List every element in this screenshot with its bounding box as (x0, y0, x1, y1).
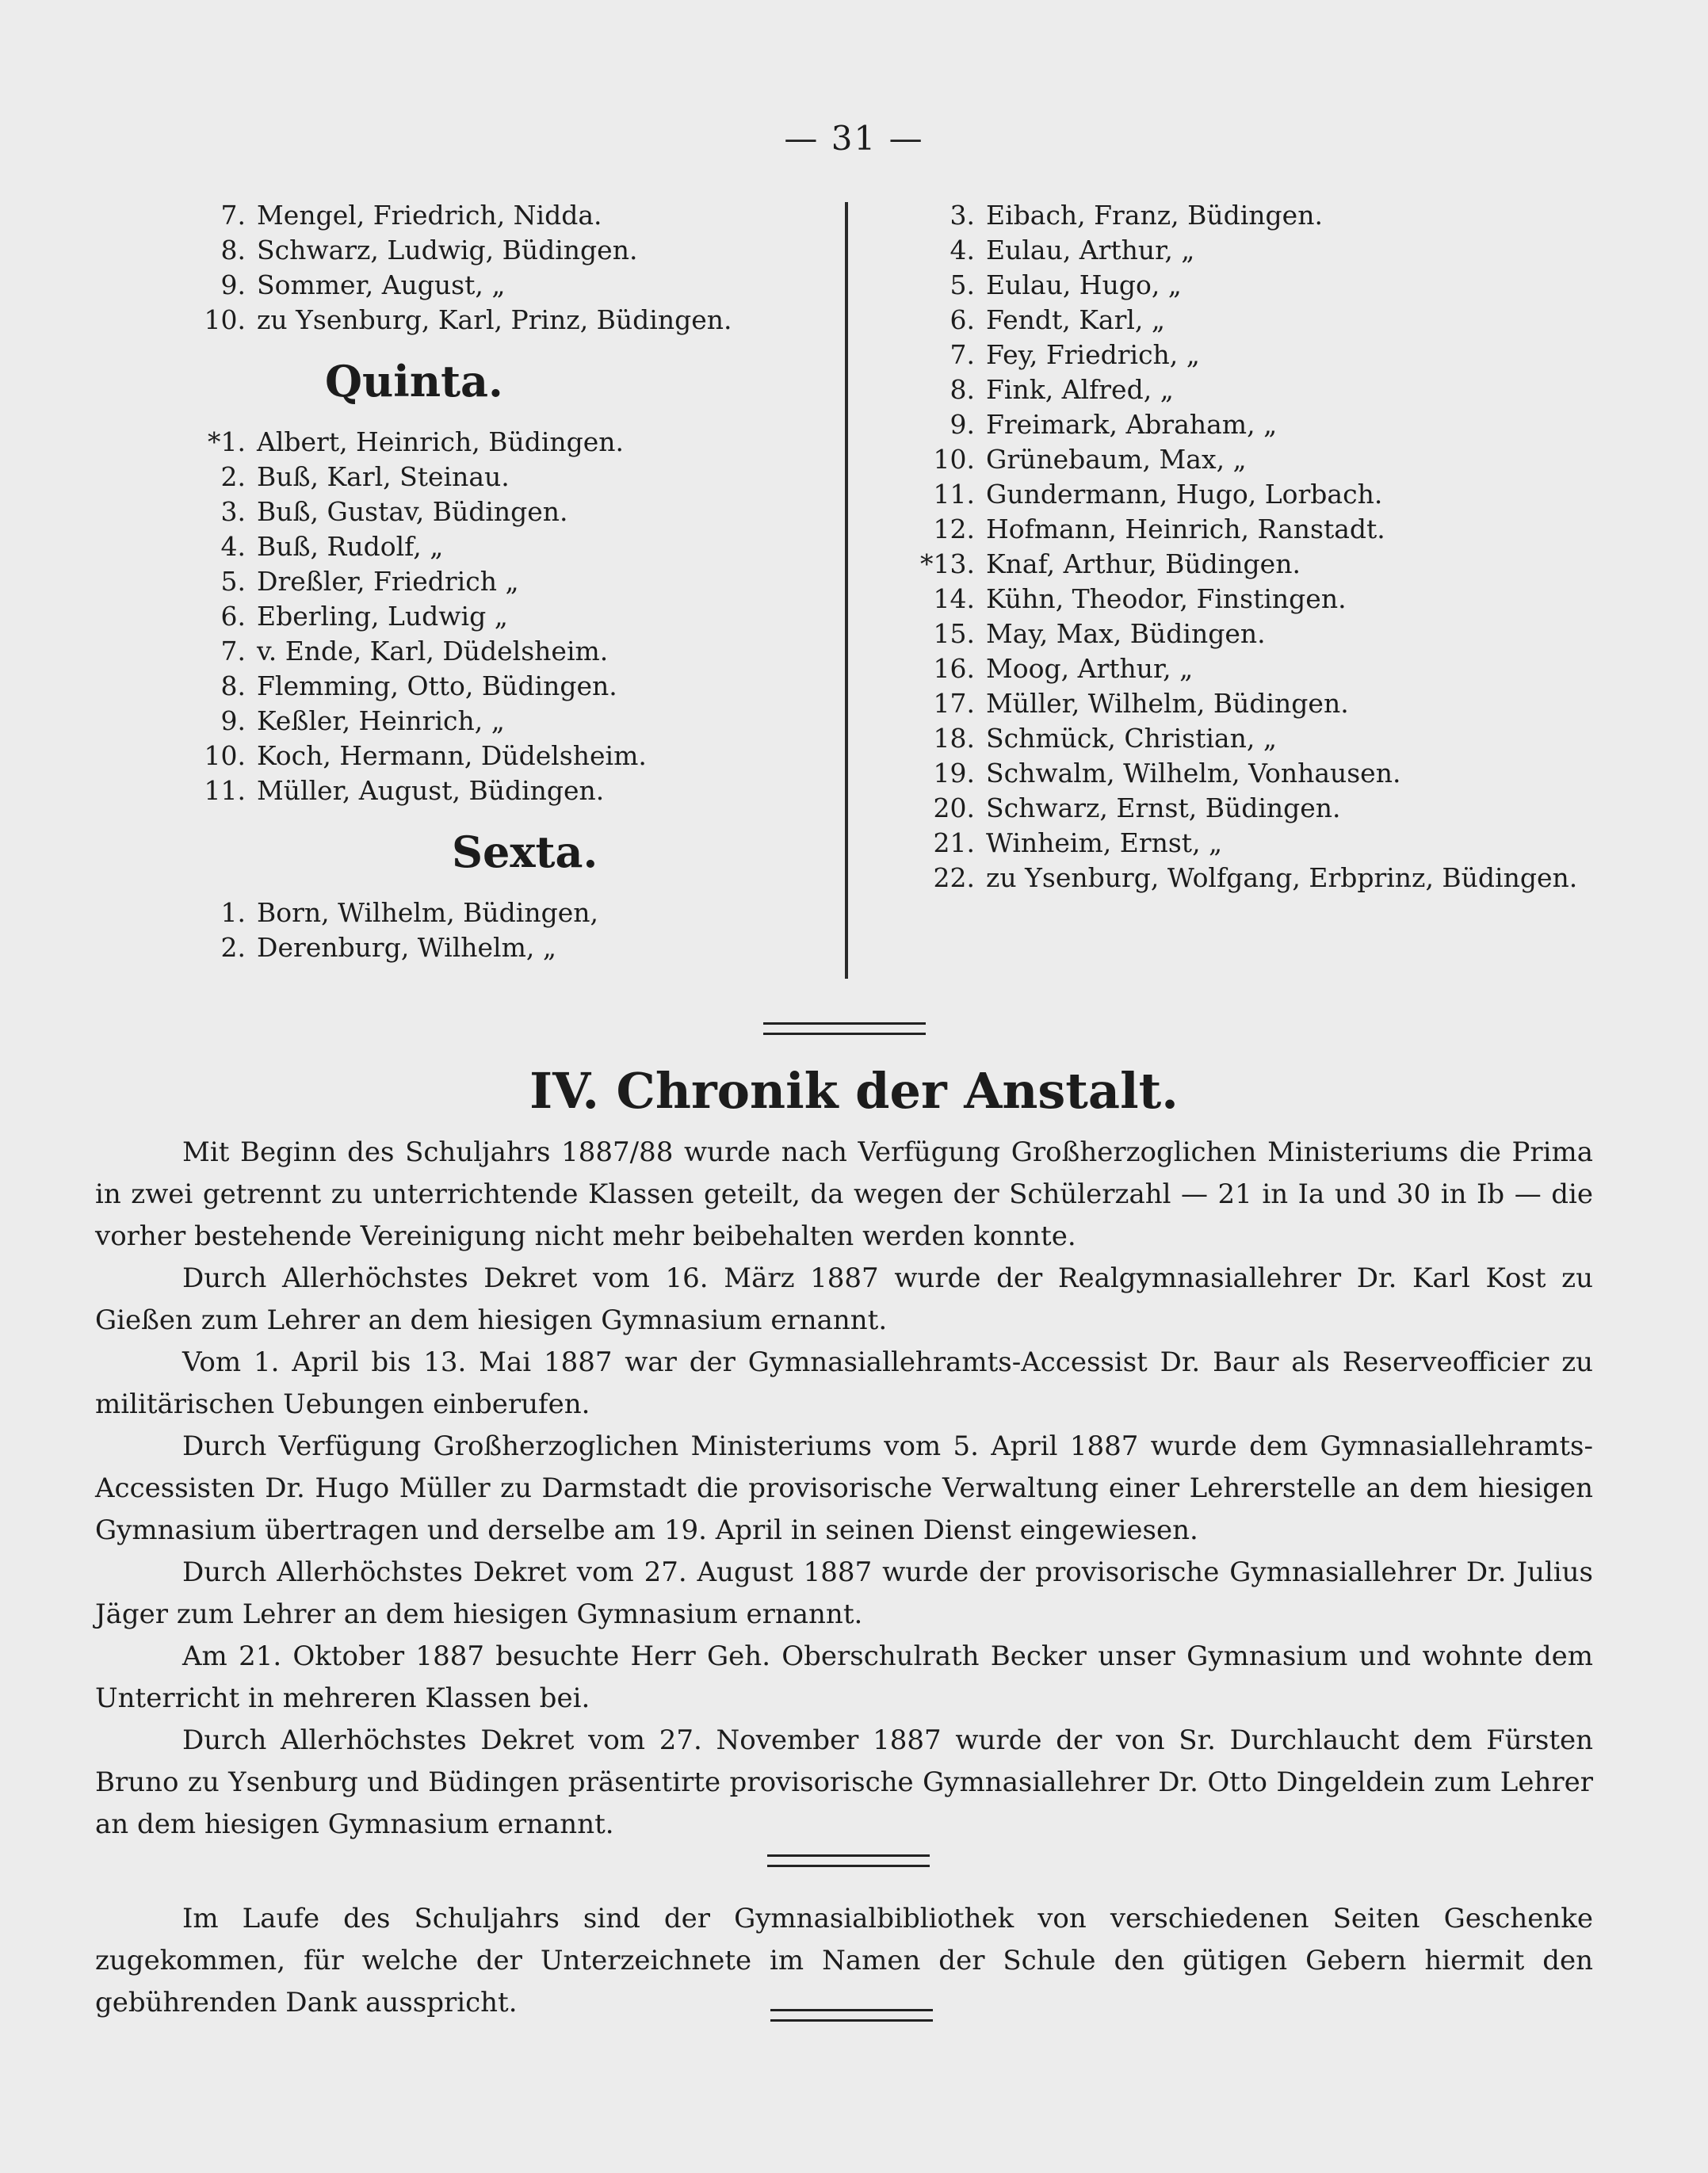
list-item (911, 303, 1625, 338)
section-rule-top (763, 1022, 926, 1035)
chronicle-text (95, 1132, 1593, 1846)
list-item (182, 634, 832, 669)
item-number: 19. (933, 758, 975, 789)
column-divider (845, 202, 848, 979)
list-item (911, 686, 1625, 721)
list-item (182, 739, 832, 773)
item-name: Fendt, Karl, „ (986, 304, 1165, 335)
item-number: 5. (950, 269, 975, 300)
item-number: *13. (920, 548, 975, 579)
list-item (182, 930, 832, 965)
item-name: Derenburg, Wilhelm, „ (257, 932, 556, 963)
item-number: 7. (220, 200, 246, 231)
item-name: Eulau, Arthur, „ (986, 235, 1195, 265)
item-name: Müller, August, Büdingen. (257, 775, 605, 806)
list-item (911, 617, 1625, 651)
right-list (911, 198, 1625, 896)
item-name: Buß, Gustav, Büdingen. (257, 496, 568, 527)
item-number: 10. (933, 444, 975, 475)
item-number: 7. (950, 339, 975, 370)
item-number: 9. (950, 409, 975, 440)
list-item (911, 233, 1625, 268)
list-item (182, 704, 832, 739)
list-item (911, 826, 1625, 861)
item-name: Müller, Wilhelm, Büdingen. (986, 688, 1349, 719)
sexta-list (182, 896, 832, 965)
item-number: 9. (220, 269, 246, 300)
item-number: 12. (933, 514, 975, 544)
list-item (182, 669, 832, 704)
list-item (182, 599, 832, 634)
item-number: 3. (220, 496, 246, 527)
list-item (911, 338, 1625, 372)
quinta-heading: Quinta. (325, 356, 503, 407)
section-rule-bottom (770, 2009, 933, 2022)
section-rule-middle (767, 1854, 930, 1867)
item-name: Schwarz, Ludwig, Büdingen. (257, 235, 638, 265)
item-name: Dreßler, Friedrich „ (257, 566, 519, 597)
item-number: 20. (933, 792, 975, 823)
list-item (911, 547, 1625, 582)
item-name: Eibach, Franz, Büdingen. (986, 200, 1323, 231)
item-number: 3. (950, 200, 975, 231)
item-number: 2. (220, 461, 246, 492)
item-name: Eulau, Hugo, „ (986, 269, 1182, 300)
list-item (182, 425, 832, 460)
list-item (911, 791, 1625, 826)
item-number: 11. (933, 479, 975, 510)
item-number: 8. (220, 670, 246, 701)
left-top-list (182, 198, 832, 338)
item-name: Born, Wilhelm, Büdingen, (257, 897, 599, 928)
item-number: 11. (204, 775, 246, 806)
item-number: 14. (933, 583, 975, 614)
page-number: — 31 — (784, 119, 924, 158)
item-number: 6. (950, 304, 975, 335)
item-name: Fey, Friedrich, „ (986, 339, 1200, 370)
item-number: 10. (204, 740, 246, 771)
item-number: 15. (933, 618, 975, 649)
item-name: Buß, Rudolf, „ (257, 531, 444, 562)
item-number: 8. (950, 374, 975, 405)
list-item (911, 268, 1625, 303)
list-item (182, 303, 832, 338)
item-name: Eberling, Ludwig „ (257, 601, 508, 632)
item-number: 8. (220, 235, 246, 265)
list-item (911, 756, 1625, 791)
item-number: 10. (204, 304, 246, 335)
item-name: Gundermann, Hugo, Lorbach. (986, 479, 1383, 510)
item-name: Schwalm, Wilhelm, Vonhausen. (986, 758, 1401, 789)
paragraph: Durch Allerhöchstes Dekret vom 27. August 1887 wurde der provisorische Gymnasiallehrer Dr. Julius Jäger zum Lehrer an dem hiesigen Gymnasium ernannt. (95, 1556, 1593, 1630)
item-name: Freimark, Abraham, „ (986, 409, 1278, 440)
quinta-list (182, 425, 832, 808)
item-name: Fink, Alfred, „ (986, 374, 1174, 405)
item-name: Grünebaum, Max, „ (986, 444, 1247, 475)
item-name: Schmück, Christian, „ (986, 723, 1277, 754)
paragraph: Durch Allerhöchstes Dekret vom 16. März 1887 wurde der Realgymnasiallehrer Dr. Karl Kost zu Gießen zum Lehrer an dem hiesigen Gymnasium ernannt. (95, 1262, 1593, 1336)
item-name: Kühn, Theodor, Finstingen. (986, 583, 1347, 614)
item-name: v. Ende, Karl, Düdelsheim. (257, 636, 609, 666)
list-item (911, 477, 1625, 512)
item-name: Buß, Karl, Steinau. (257, 461, 510, 492)
paragraph: Vom 1. April bis 13. Mai 1887 war der Gymnasiallehramts-Accessist Dr. Baur als Reserveofficier zu militärischen Uebungen einberufen. (95, 1346, 1593, 1420)
item-name: Mengel, Friedrich, Nidda. (257, 200, 602, 231)
item-number: 6. (220, 601, 246, 632)
list-item (182, 896, 832, 930)
item-number: 2. (220, 932, 246, 963)
list-item (911, 442, 1625, 477)
list-item (182, 460, 832, 495)
item-number: 17. (933, 688, 975, 719)
item-name: zu Ysenburg, Wolfgang, Erbprinz, Büdingen. (986, 862, 1578, 893)
list-item (182, 198, 832, 233)
item-number: 16. (933, 653, 975, 684)
item-name: Schwarz, Ernst, Büdingen. (986, 792, 1341, 823)
item-number: 1. (220, 897, 246, 928)
item-name: Winheim, Ernst, „ (986, 827, 1223, 858)
list-item (911, 861, 1625, 896)
item-number: 4. (950, 235, 975, 265)
item-name: Hofmann, Heinrich, Ranstadt. (986, 514, 1385, 544)
paragraph: Am 21. Oktober 1887 besuchte Herr Geh. Oberschulrath Becker unser Gymnasium und wohnte dem Unterricht in mehreren Klassen bei. (95, 1640, 1593, 1714)
item-number: 9. (220, 705, 246, 736)
item-name: Koch, Hermann, Düdelsheim. (257, 740, 647, 771)
list-item (182, 529, 832, 564)
list-item (911, 582, 1625, 617)
item-name: Keßler, Heinrich, „ (257, 705, 505, 736)
item-name: Moog, Arthur, „ (986, 653, 1194, 684)
item-number: *1. (208, 426, 246, 457)
item-name: Albert, Heinrich, Büdingen. (257, 426, 625, 457)
section-title: IV. Chronik der Anstalt. (529, 1062, 1179, 1120)
list-item (182, 773, 832, 808)
list-item (911, 512, 1625, 547)
item-number: 4. (220, 531, 246, 562)
item-number: 18. (933, 723, 975, 754)
item-number: 22. (933, 862, 975, 893)
list-item (911, 721, 1625, 756)
list-item (182, 233, 832, 268)
list-item (182, 564, 832, 599)
list-item (182, 268, 832, 303)
list-item (182, 495, 832, 529)
list-item (911, 198, 1625, 233)
right-column (911, 198, 1625, 896)
list-item (911, 651, 1625, 686)
sexta-heading: Sexta. (452, 827, 598, 877)
item-name: Knaf, Arthur, Büdingen. (986, 548, 1301, 579)
paragraph: Durch Allerhöchstes Dekret vom 27. November 1887 wurde der von Sr. Durchlaucht dem Fürsten Bruno zu Ysenburg und Büdingen präsentirte provisorische Gymnasiallehrer Dr. Otto Dingeldein zum Lehrer an dem hiesigen Gymnasium ernannt. (95, 1724, 1593, 1840)
paragraph: Mit Beginn des Schuljahrs 1887/88 wurde nach Verfügung Großherzoglichen Ministeriums die Prima in zwei getrennt zu unterrichtende Klassen geteilt, da wegen der Schülerzahl — 21 in Ia und 30 in Ib — die vorher bestehende Vereinigung nicht mehr beibehalten werden konnte. (95, 1136, 1593, 1252)
item-number: 5. (220, 566, 246, 597)
item-name: zu Ysenburg, Karl, Prinz, Büdingen. (257, 304, 732, 335)
item-number: 21. (933, 827, 975, 858)
list-item (911, 372, 1625, 407)
paragraph: Durch Verfügung Großherzoglichen Ministeriums vom 5. April 1887 wurde dem Gymnasiallehramts-Accessisten Dr. Hugo Müller zu Darmstadt die provisorische Verwaltung einer Lehrerstelle an dem hiesigen Gymnasium übertragen und derselbe am 19. April in seinen Dienst eingewiesen. (95, 1430, 1593, 1546)
left-column (182, 198, 832, 965)
closing-paragraph: Im Laufe des Schuljahrs sind der Gymnasialbibliothek von verschiedenen Seiten Geschenke zugekommen, für welche der Unterzeichnete im Namen der Schule den gütigen Gebern hiermit den gebührenden Dank ausspricht. (95, 1903, 1593, 2018)
item-name: Sommer, August, „ (257, 269, 506, 300)
item-number: 7. (220, 636, 246, 666)
list-item (911, 407, 1625, 442)
item-name: Flemming, Otto, Büdingen. (257, 670, 617, 701)
item-name: May, Max, Büdingen. (986, 618, 1266, 649)
closing-text (95, 1898, 1593, 2024)
